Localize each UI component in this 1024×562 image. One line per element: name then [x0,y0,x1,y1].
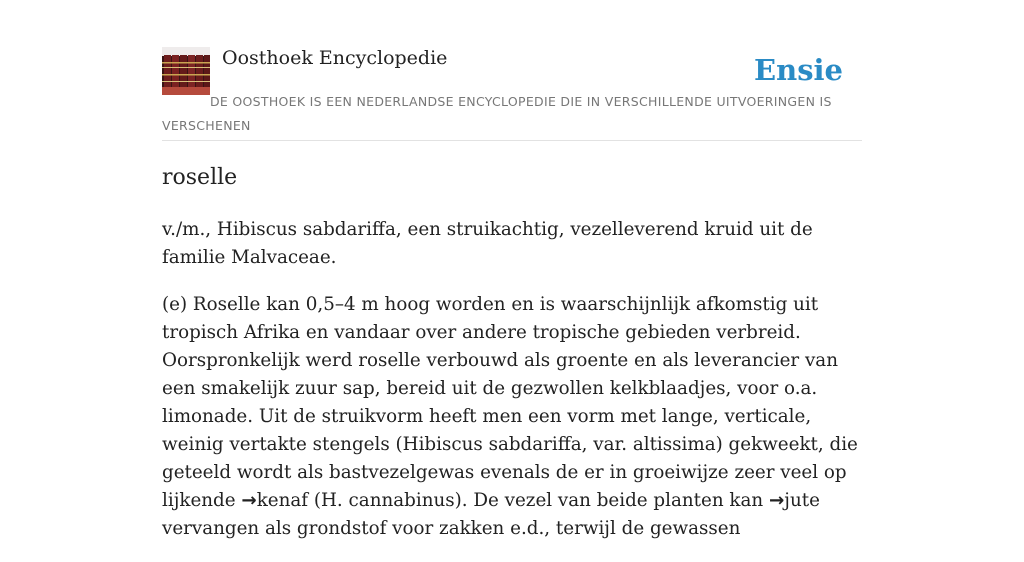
paragraph-text: (e) Roselle kan 0,5–4 m hoog worden en is waarschijnlijk afkomstig uit tropisch Afrika en vandaar over andere tropische gebieden verbreid. Oorspronkelijk werd roselle verbouwd als groente en als leverancier van een smakelijk zuur sap, bereid uit de gezwollen kelkblaadjes, voor o.a. limonade. Uit de struikvorm heeft men een vorm met lange, verticale, weinig vertakte stengels (Hibiscus sabdariffa, var. altissima) gekweekt, die geteeld wordt als bastvezelgewas evenals de er in groeiwijze zeer veel op lijkende [162,294,858,511]
site-header [162,46,862,141]
entry-paragraph-2 [162,291,862,543]
site-tagline: DE OOSTHOEK IS EEN NEDERLANDSE ENCYCLOPEDIE DIE IN VERSCHILLENDE UITVOERINGEN IS VERSCHENEN [162,94,832,133]
right-arrow-icon: → [768,490,785,511]
entry-paragraph-1: v./m., Hibiscus sabdariffa, een struikachtig, vezelleverend kruid uit de familie Malvaceae. [162,219,813,268]
brand-logo[interactable]: Ensie [754,53,843,87]
entry-body [162,216,862,562]
link-kenaf[interactable]: kenaf [256,490,309,511]
link-jute[interactable]: jute [784,490,820,511]
encyclopedia-avatar[interactable] [162,47,210,95]
entry-title: roselle [162,165,238,190]
books-icon [162,47,210,95]
site-title[interactable]: Oosthoek Encyclopedie [222,47,448,69]
page-container [162,0,862,539]
right-arrow-icon: → [241,490,257,511]
paragraph-text: (H. cannabinus). De vezel van beide planten kan [308,490,769,511]
paragraph-text: vervangen als grondstof voor zakken e.d., terwijl de gewassen [162,518,741,539]
